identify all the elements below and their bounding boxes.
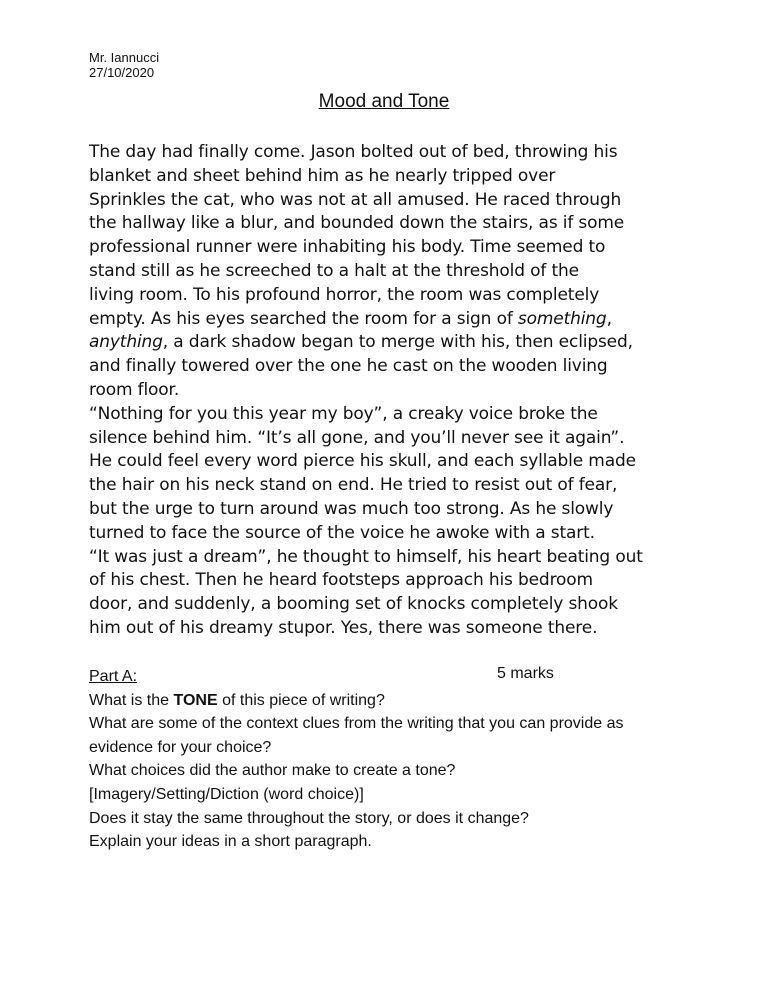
story-line: the hallway like a blur, and bounded down the stairs, as if some — [89, 213, 625, 234]
story-line: the hair on his neck stand on end. He tried to resist out of fear, — [89, 475, 618, 496]
story-line: empty. As his eyes searched the room for a sign of something, — [89, 308, 612, 329]
question-line: [Imagery/Setting/Diction (word choice)] — [89, 785, 364, 803]
part-a-section — [89, 665, 623, 854]
teacher-name: Mr. Iannucci — [89, 50, 160, 65]
story-line: him out of his dreamy stupor. Yes, there was someone there. — [89, 617, 598, 638]
story-line: Sprinkles the cat, who was not at all amused. He raced through — [89, 189, 622, 210]
story-line: blanket and sheet behind him as he nearly tripped over — [89, 165, 556, 186]
story-line: He could feel every word pierce his skull, and each syllable made — [89, 451, 636, 472]
story-text — [89, 141, 643, 641]
story-line: living room. To his profound horror, the room was completely — [89, 284, 600, 305]
story-line: and finally towered over the one he cast on the wooden living — [89, 356, 608, 377]
story-line: room floor. — [89, 379, 180, 400]
story-line: door, and suddenly, a booming set of knocks completely shook — [89, 594, 618, 615]
story-line: but the urge to turn around was much too strong. As he slowly — [89, 498, 614, 519]
date: 27/10/2020 — [89, 65, 155, 80]
story-line: “Nothing for you this year my boy”, a creaky voice broke the — [89, 403, 598, 424]
question-line: evidence for your choice? — [89, 738, 272, 756]
story-line: stand still as he screeched to a halt at the threshold of the — [89, 260, 579, 281]
story-line: turned to face the source of the voice he awoke with a start. — [89, 522, 595, 543]
story-line: professional runner were inhabiting his body. Time seemed to — [89, 237, 606, 258]
story-line: silence behind him. “It’s all gone, and you’ll never see it again”. — [89, 427, 625, 448]
page-title: Mood and Tone — [318, 91, 450, 112]
part-a-label: Part A: — [89, 668, 138, 685]
question-line: Does it stay the same throughout the story, or does it change? — [89, 809, 529, 827]
question-line: Explain your ideas in a short paragraph. — [89, 833, 372, 851]
story-line: The day had finally come. Jason bolted out of bed, throwing his — [89, 142, 618, 162]
story-line: of his chest. Then he heard footsteps approach his bedroom — [89, 570, 593, 591]
story-line: anything, a dark shadow began to merge with his, then eclipsed, — [89, 332, 633, 353]
question-line: What is the TONE of this piece of writing? — [89, 691, 385, 709]
question-line: What choices did the author make to create a tone? — [89, 762, 456, 780]
question-line: What are some of the context clues from the writing that you can provide as — [89, 715, 624, 733]
marks-value: 5 marks — [497, 665, 554, 682]
story-line: “It was just a dream”, he thought to himself, his heart beating out — [89, 546, 643, 567]
